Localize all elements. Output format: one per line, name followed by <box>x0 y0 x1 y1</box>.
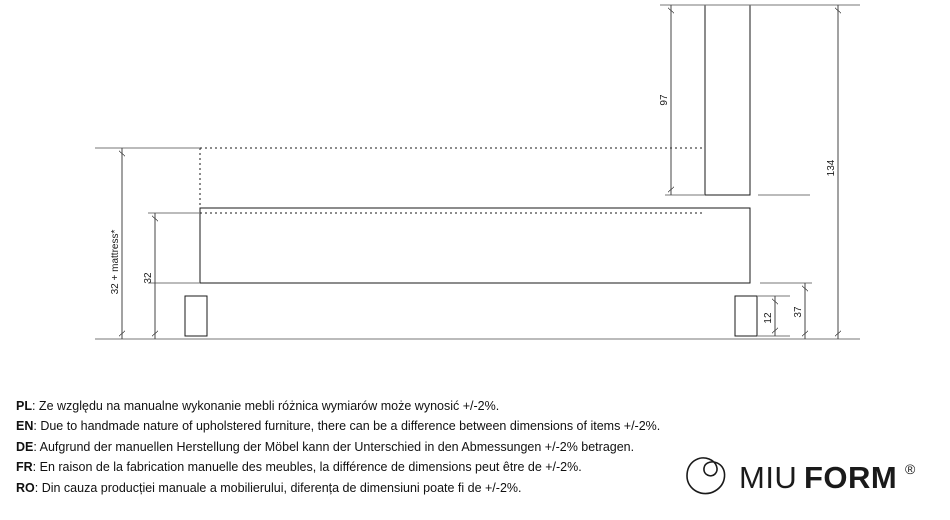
note-line-pl <box>16 396 716 416</box>
logo-word-light: MIU <box>739 460 798 495</box>
dim-label-total-height: 134 <box>826 159 837 177</box>
note-line-de <box>16 437 716 457</box>
note-line-fr <box>16 457 716 477</box>
headboard-shape <box>705 5 750 195</box>
dim-label-mattress-clearance: 32 + mattress* <box>110 229 121 295</box>
disclaimer-notes <box>16 396 716 498</box>
note-line-ro <box>16 478 716 498</box>
note-text-fr: : En raison de la fabrication manuelle des meubles, la différence de dimensions peut être de +/-2%. <box>32 460 582 475</box>
dim-label-frame-top-to-floor: 37 <box>793 306 804 318</box>
bean-mark-icon <box>687 458 725 494</box>
note-text-pl: : Ze względu na manualne wykonanie mebli różnica wymiarów może wynosić +/-2%. <box>31 399 500 413</box>
logo-trademark: ® <box>905 461 916 477</box>
note-lang-de: DE <box>16 439 34 454</box>
note-text-ro: : Din cauza producției manuale a mobilierului, diferența de dimensiuni poate fi de +/-2%. <box>34 480 522 495</box>
note-text-de: : Aufgrund der manuellen Herstellung der Möbel kann der Unterschied in den Abmessungen +/-2% betragen. <box>33 439 635 454</box>
leg-left-shape <box>185 296 207 336</box>
note-line-en <box>16 416 716 436</box>
note-lang-en: EN <box>16 419 34 434</box>
bed-frame-shape <box>200 208 750 283</box>
dim-label-frame-height: 32 <box>143 272 154 284</box>
leg-right-shape <box>735 296 757 336</box>
note-lang-ro: RO <box>16 480 35 495</box>
brand-logo <box>672 450 932 502</box>
note-lang-pl: PL <box>16 399 32 413</box>
logo-word-bold: FORM <box>804 460 898 495</box>
note-text-en: : Due to handmade nature of upholstered furniture, there can be a difference between dimensions of items +/-2%. <box>33 419 661 434</box>
note-lang-fr: FR <box>16 460 33 475</box>
dim-label-leg-height: 12 <box>763 312 774 324</box>
dim-label-headboard-height: 97 <box>659 94 670 106</box>
